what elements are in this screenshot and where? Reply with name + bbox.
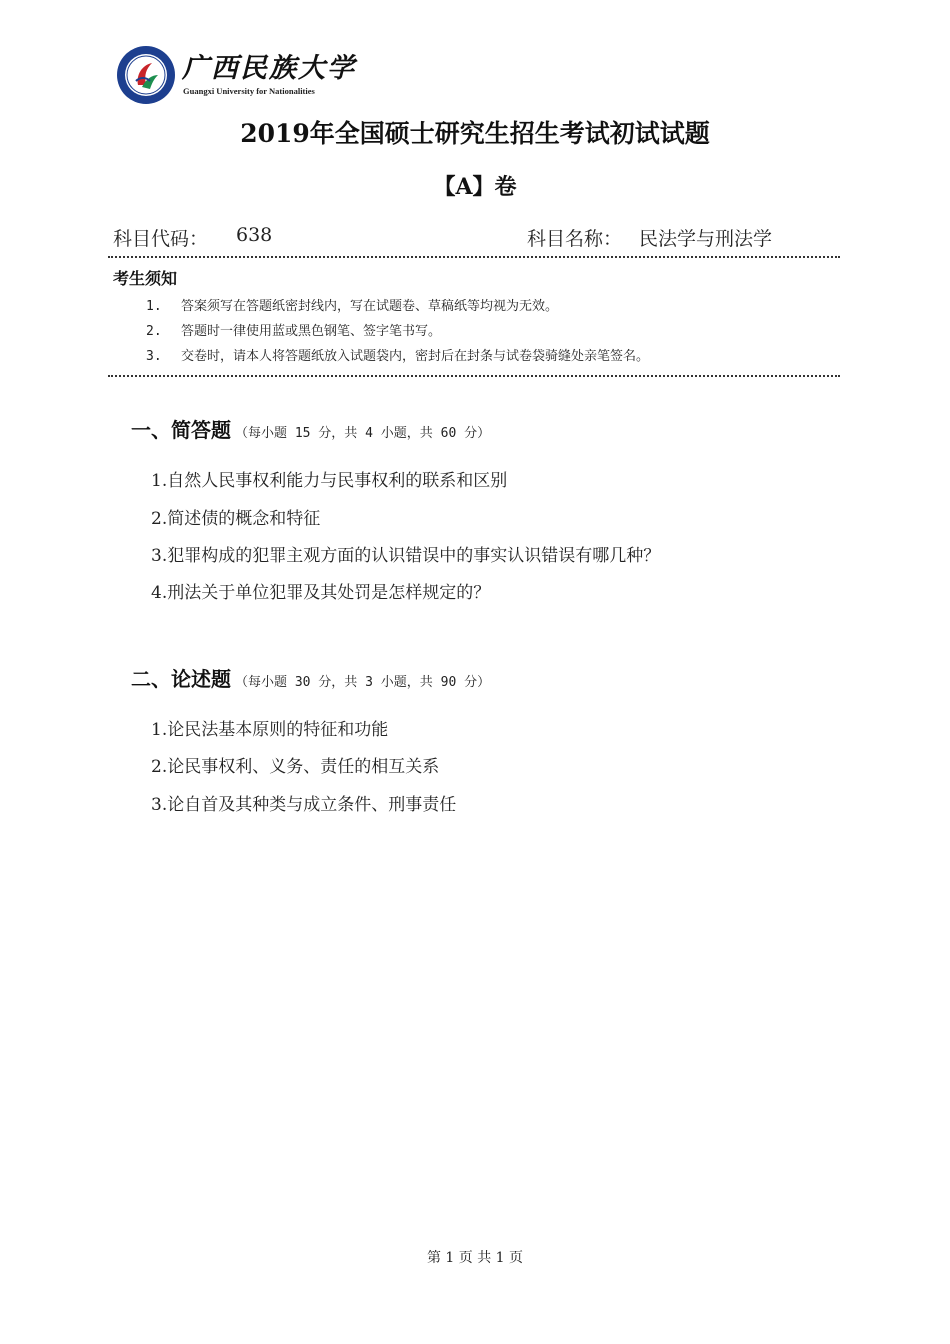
notice-item-text: 交卷时，请本人将答题纸放入试题袋内，密封后在封条与试卷袋骑缝处亲笔签名。 — [181, 349, 650, 364]
question-item: 3.犯罪构成的犯罪主观方面的认识错误中的事实认识错误有哪几种？ — [151, 546, 661, 566]
notice-item-number: 3. — [146, 349, 162, 364]
notice-item — [146, 295, 558, 314]
section-note: （每小题 15 分，共 4 小题，共 60 分） — [235, 426, 491, 441]
question-item: 1.自然人民事权利能力与民事权利的联系和区别 — [151, 471, 508, 491]
section-heading — [131, 414, 490, 443]
exam-title: 2019年全国硕士研究生招生考试初试试题 — [240, 119, 710, 148]
page-number: 第 1 页 共 1 页 — [426, 1250, 524, 1266]
notice-item — [146, 320, 441, 339]
section-note: （每小题 30 分，共 3 小题，共 90 分） — [235, 675, 491, 690]
question-item: 2.简述债的概念和特征 — [151, 509, 321, 529]
university-seal-icon — [116, 45, 176, 105]
university-name-cn: 广西民族大学 — [182, 53, 356, 84]
divider-top — [108, 256, 840, 258]
notice-item-text: 答题时一律使用蓝或黑色钢笔、签字笔书写。 — [181, 324, 442, 339]
notice-title: 考生须知 — [113, 269, 178, 288]
subject-code: 638 — [236, 224, 273, 246]
question-item: 1.论民法基本原则的特征和功能 — [151, 720, 389, 740]
divider-bottom — [108, 375, 840, 377]
subject-code-label: 科目代码： — [113, 228, 209, 250]
university-name-en: Guangxi University for Nationalities — [183, 86, 315, 96]
question-item: 3.论自首及其种类与成立条件、刑事责任 — [151, 795, 457, 815]
exam-paper-version: 【A】卷 — [433, 174, 517, 200]
notice-item — [146, 345, 649, 364]
section-title: 二、论述题 — [131, 667, 231, 691]
notice-item-number: 1. — [146, 299, 162, 314]
question-item: 2.论民事权利、义务、责任的相互关系 — [151, 757, 440, 777]
notice-item-number: 2. — [146, 324, 162, 339]
subject-name: 民法学与刑法学 — [639, 228, 773, 250]
section-title: 一、简答题 — [131, 418, 231, 442]
subject-name-label: 科目名称： — [527, 228, 623, 250]
question-item: 4.刑法关于单位犯罪及其处罚是怎样规定的？ — [151, 583, 491, 603]
notice-item-text: 答案须写在答题纸密封线内，写在试题卷、草稿纸等均视为无效。 — [181, 299, 559, 314]
section-heading — [131, 663, 490, 692]
